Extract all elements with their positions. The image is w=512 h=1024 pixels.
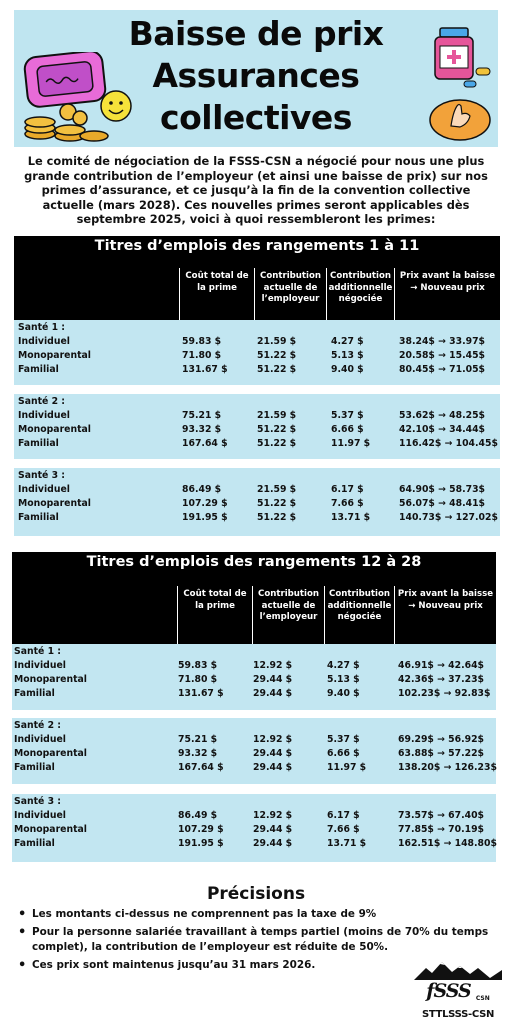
group-label: Santé 3 :: [14, 796, 61, 807]
table-cell: 7.66 $: [331, 498, 364, 509]
table-cell: 80.45$ → 71.05$: [399, 364, 486, 375]
logo-name: STTLSSS-CSN: [421, 1009, 495, 1020]
title-banner: [14, 10, 498, 147]
table-cell: 71.80 $: [182, 350, 222, 361]
table-2-group-3: [12, 794, 496, 862]
table-cell: 7.66 $: [327, 824, 360, 835]
table-cell: Monoparental: [18, 350, 91, 361]
table-cell: 13.71 $: [331, 512, 371, 523]
table-row: [14, 350, 500, 364]
medicine-illustration: [422, 26, 496, 144]
table-cell: 5.13 $: [327, 674, 360, 685]
logo-mark-sub: CSN: [475, 995, 490, 1002]
table-cell: 5.13 $: [331, 350, 364, 361]
table-cell: 59.83 $: [178, 660, 218, 671]
table-2-header-employer: Contribution actuelle de l’employeur: [252, 586, 324, 644]
table-cell: 51.22 $: [257, 424, 297, 435]
table-row: [12, 824, 496, 838]
table-1-header-price: Prix avant la baisse → Nouveau prix: [394, 268, 500, 320]
table-cell: 107.29 $: [182, 498, 228, 509]
table-cell: 21.59 $: [257, 484, 297, 495]
table-cell: 56.07$ → 48.41$: [399, 498, 486, 509]
table-row: [14, 484, 500, 498]
logo-mark: [426, 980, 490, 1004]
table-cell: 167.64 $: [182, 438, 228, 449]
table-cell: Monoparental: [18, 424, 91, 435]
table-cell: Familial: [18, 512, 59, 523]
table-cell: 13.71 $: [327, 838, 367, 849]
table-row: [14, 512, 500, 526]
table-cell: 75.21 $: [178, 734, 218, 745]
table-cell: 6.66 $: [331, 424, 364, 435]
table-1-column-header: [14, 268, 500, 320]
table-cell: 51.22 $: [257, 364, 297, 375]
table-1-header-cost: Coût total de la prime: [179, 268, 254, 320]
banner-title-line-2: Assurances: [152, 56, 360, 95]
table-cell: 191.95 $: [182, 512, 228, 523]
table-2-column-header: [12, 586, 496, 644]
table-cell: Monoparental: [18, 498, 91, 509]
table-cell: 131.67 $: [178, 688, 224, 699]
group-label: Santé 1 :: [18, 322, 65, 333]
table-cell: 140.73$ → 127.02$: [399, 512, 498, 523]
group-label: Santé 2 :: [14, 720, 61, 731]
table-cell: 42.10$ → 34.44$: [399, 424, 486, 435]
table-2-header-blank: [12, 586, 177, 644]
table-cell: 42.36$ → 37.23$: [398, 674, 485, 685]
list-item: • Pour la personne salariée travaillant à temps partiel (moins de 70% du temps complet), la contribution de l’employeur est réduite de 50%.: [16, 925, 500, 955]
group-label: Santé 3 :: [18, 470, 65, 481]
group-label: Santé 1 :: [14, 646, 61, 657]
table-cell: 51.22 $: [257, 438, 297, 449]
table-row: [12, 674, 496, 688]
table-row: [12, 734, 496, 748]
table-row: [12, 748, 496, 762]
table-row: [14, 438, 500, 452]
table-cell: 6.17 $: [331, 484, 364, 495]
table-row: [14, 410, 500, 424]
table-cell: 4.27 $: [331, 336, 364, 347]
table-cell: 21.59 $: [257, 336, 297, 347]
table-cell: 11.97 $: [331, 438, 371, 449]
table-cell: 59.83 $: [182, 336, 222, 347]
table-2-header-additional: Contribution additionnelle négociée: [324, 586, 394, 644]
table-cell: Familial: [18, 364, 59, 375]
table-cell: 12.92 $: [253, 810, 293, 821]
table-cell: 29.44 $: [253, 748, 293, 759]
table-cell: 138.20$ → 126.23$: [398, 762, 497, 773]
table-cell: 29.44 $: [253, 838, 293, 849]
table-cell: 29.44 $: [253, 762, 293, 773]
table-cell: 63.88$ → 57.22$: [398, 748, 485, 759]
table-1-header-employer: Contribution actuelle de l’employeur: [254, 268, 326, 320]
list-item: • Ces prix sont maintenus jusqu’au 31 mars 2026.: [16, 958, 500, 973]
group-label: Santé 2 :: [18, 396, 65, 407]
banner-title-line-3: collectives: [160, 98, 352, 137]
table-cell: 29.44 $: [253, 674, 293, 685]
table-cell: Familial: [14, 762, 55, 773]
table-cell: 71.80 $: [178, 674, 218, 685]
table-cell: Individuel: [14, 810, 66, 821]
table-cell: 64.90$ → 58.73$: [399, 484, 486, 495]
list-item: • Les montants ci-dessus ne comprennent pas la taxe de 9%: [16, 907, 500, 922]
table-cell: 11.97 $: [327, 762, 367, 773]
table-row: [12, 660, 496, 674]
table-cell: 73.57$ → 67.40$: [398, 810, 485, 821]
table-cell: 9.40 $: [331, 364, 364, 375]
table-cell: 51.22 $: [257, 350, 297, 361]
table-row: [12, 762, 496, 776]
table-row: [14, 364, 500, 378]
table-cell: Individuel: [18, 410, 70, 421]
table-row: [14, 424, 500, 438]
table-1-title: Titres d’emplois des rangements 1 à 11: [14, 236, 500, 268]
table-cell: 162.51$ → 148.80$: [398, 838, 497, 849]
table-cell: 5.37 $: [331, 410, 364, 421]
table-cell: 4.27 $: [327, 660, 360, 671]
table-cell: Individuel: [14, 734, 66, 745]
table-cell: 69.29$ → 56.92$: [398, 734, 485, 745]
table-cell: 5.37 $: [327, 734, 360, 745]
banner-title-line-1: Baisse de prix: [128, 14, 384, 53]
table-row: [14, 336, 500, 350]
logo-mark-text: fSSS: [426, 980, 471, 1002]
table-1-group-3: [14, 468, 500, 536]
table-cell: 6.17 $: [327, 810, 360, 821]
table-cell: 20.58$ → 15.45$: [399, 350, 486, 361]
table-cell: Monoparental: [14, 824, 87, 835]
table-cell: 51.22 $: [257, 512, 297, 523]
table-cell: 86.49 $: [178, 810, 218, 821]
intro-paragraph: Le comité de négociation de la FSSS-CSN a négocié pour nous une plus grande contribution de l’employeur (et ainsi une baisse de prix) sur nos primes d’assurance, et ce jusqu’à la fin de la convention collective actuelle (mars 2028). Ces nouvelles primes seront applicables dès septembre 2025, voici à quoi ressembleront les primes:: [24, 154, 488, 227]
table-cell: 29.44 $: [253, 688, 293, 699]
table-1-header-additional: Contribution additionnelle négociée: [326, 268, 394, 320]
table-cell: 53.62$ → 48.25$: [399, 410, 486, 421]
table-cell: 93.32 $: [182, 424, 222, 435]
table-cell: 77.85$ → 70.19$: [398, 824, 485, 835]
table-2-group-1: [12, 644, 496, 710]
table-cell: 131.67 $: [182, 364, 228, 375]
table-row: [12, 810, 496, 824]
precisions-title: Précisions: [206, 884, 306, 904]
table-cell: 12.92 $: [253, 660, 293, 671]
table-1-group-1: [14, 320, 500, 385]
table-cell: Familial: [18, 438, 59, 449]
table-cell: 51.22 $: [257, 498, 297, 509]
table-cell: Familial: [14, 838, 55, 849]
table-cell: 116.42$ → 104.45$: [399, 438, 498, 449]
table-cell: 107.29 $: [178, 824, 224, 835]
table-cell: 21.59 $: [257, 410, 297, 421]
table-cell: 93.32 $: [178, 748, 218, 759]
table-cell: Individuel: [14, 660, 66, 671]
table-cell: 12.92 $: [253, 734, 293, 745]
table-cell: 75.21 $: [182, 410, 222, 421]
table-row: [12, 838, 496, 852]
table-cell: 167.64 $: [178, 762, 224, 773]
table-2-header-cost: Coût total de la prime: [177, 586, 252, 644]
table-cell: 86.49 $: [182, 484, 222, 495]
table-2-header-price: Prix avant la baisse → Nouveau prix: [394, 586, 496, 644]
table-cell: Monoparental: [14, 748, 87, 759]
table-cell: 29.44 $: [253, 824, 293, 835]
table-1-header-blank: [14, 268, 179, 320]
table-row: [14, 498, 500, 512]
table-2-title: Titres d’emplois des rangements 12 à 28: [12, 552, 496, 586]
table-cell: 102.23$ → 92.83$: [398, 688, 491, 699]
table-cell: Monoparental: [14, 674, 87, 685]
table-cell: 46.91$ → 42.64$: [398, 660, 485, 671]
table-1-group-2: [14, 394, 500, 459]
table-cell: 6.66 $: [327, 748, 360, 759]
table-cell: Familial: [14, 688, 55, 699]
table-cell: Individuel: [18, 484, 70, 495]
table-cell: 191.95 $: [178, 838, 224, 849]
table-cell: Individuel: [18, 336, 70, 347]
table-row: [12, 688, 496, 702]
table-2-group-2: [12, 718, 496, 784]
mountains-icon: [412, 960, 504, 982]
table-cell: 38.24$ → 33.97$: [399, 336, 486, 347]
table-cell: 9.40 $: [327, 688, 360, 699]
union-logo: [412, 960, 504, 1020]
